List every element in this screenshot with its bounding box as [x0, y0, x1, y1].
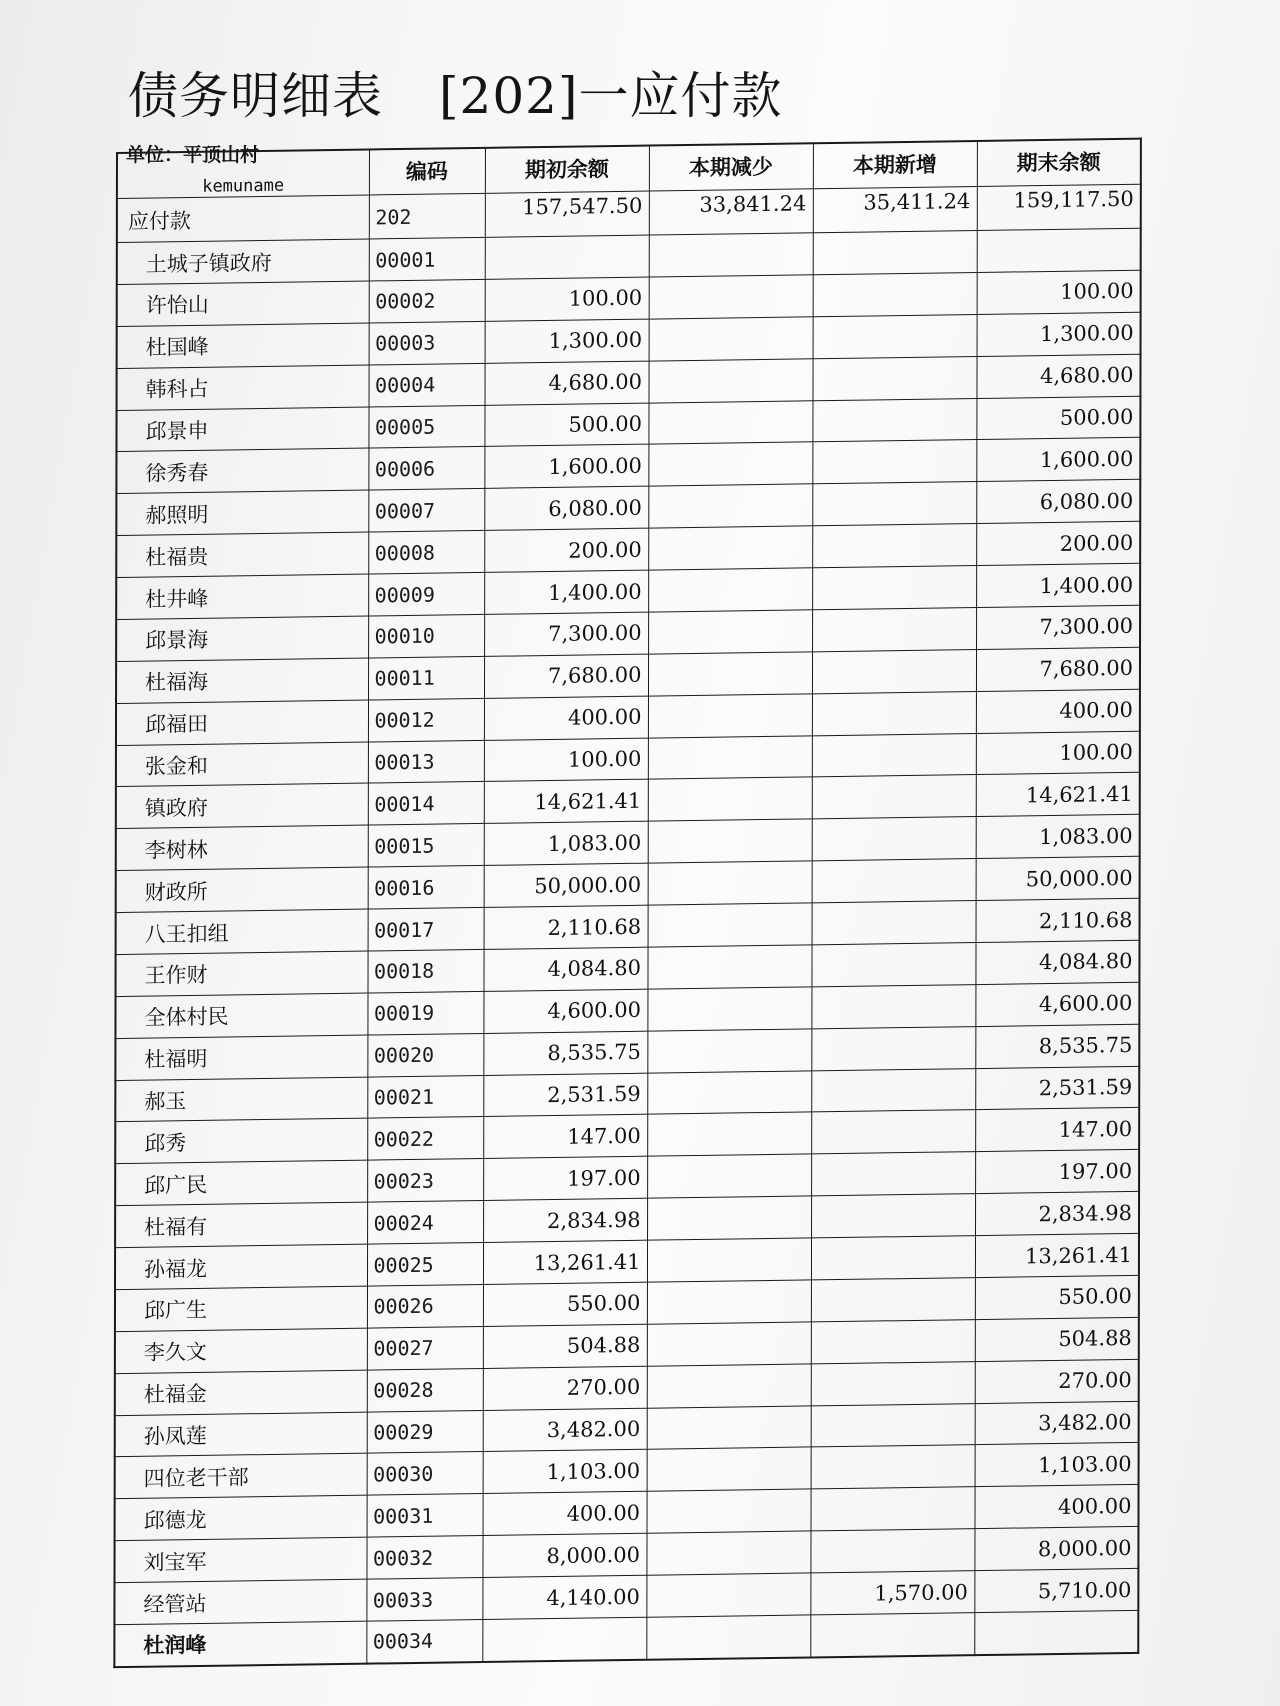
summary-decrease: 33,841.24: [649, 189, 813, 235]
row-opening: 500.00: [484, 403, 648, 447]
row-code: 00026: [367, 1284, 483, 1327]
row-opening: 1,600.00: [484, 445, 648, 489]
row-code: 00021: [367, 1075, 483, 1118]
row-increase: [812, 859, 976, 903]
row-increase: [810, 1613, 974, 1658]
row-increase: [811, 943, 975, 987]
header-kemuname: kemuname: [117, 149, 369, 198]
row-decrease: [649, 317, 813, 361]
row-code: 00033: [366, 1578, 482, 1621]
row-name: 财政所: [116, 867, 368, 912]
row-name: 杜福贵: [116, 532, 368, 577]
row-closing: 2,834.98: [975, 1192, 1139, 1236]
row-closing: 7,300.00: [976, 605, 1140, 649]
row-opening: 504.88: [483, 1324, 647, 1368]
row-increase: 1,570.00: [810, 1571, 974, 1615]
row-code: 00007: [368, 489, 484, 532]
row-opening: 197.00: [483, 1157, 647, 1201]
row-increase: [812, 649, 976, 693]
header-opening: 期初余额: [485, 146, 649, 194]
row-name: 张金和: [116, 742, 368, 787]
row-code: 00024: [367, 1201, 483, 1244]
row-opening: [485, 235, 649, 279]
row-increase: [811, 1152, 975, 1196]
row-decrease: [648, 526, 812, 570]
row-name: 孙凤莲: [115, 1412, 367, 1457]
row-increase: [812, 901, 976, 945]
row-decrease: [648, 735, 812, 779]
row-opening: 2,834.98: [483, 1198, 647, 1242]
row-opening: 8,000.00: [482, 1533, 646, 1577]
row-opening: 3,482.00: [483, 1408, 647, 1452]
row-increase: [811, 1194, 975, 1238]
row-name: 杜润峰: [114, 1621, 366, 1667]
row-code: 00014: [368, 782, 484, 825]
row-opening: 100.00: [485, 277, 649, 321]
row-increase: [811, 1403, 975, 1447]
row-name: 八王扣组: [116, 909, 368, 954]
unit-label: 单位：平顶山村: [126, 144, 260, 166]
row-code: 00002: [369, 279, 485, 322]
row-opening: 1,400.00: [484, 570, 648, 614]
row-code: 00008: [368, 531, 484, 574]
page-title: [128, 56, 782, 128]
row-decrease: [647, 1154, 811, 1198]
row-decrease: [646, 1615, 810, 1660]
row-decrease: [647, 1406, 811, 1450]
row-code: 00031: [367, 1494, 483, 1537]
row-name: 孙福龙: [115, 1244, 367, 1289]
row-name: 镇政府: [116, 783, 368, 828]
row-closing: 270.00: [975, 1359, 1139, 1403]
row-increase: [812, 482, 976, 526]
row-closing: 1,300.00: [977, 312, 1141, 356]
summary-code: 202: [369, 193, 485, 239]
row-opening: 1,300.00: [485, 319, 649, 363]
row-code: 00011: [368, 656, 484, 699]
row-increase: [811, 1361, 975, 1405]
row-increase: [811, 1487, 975, 1531]
row-closing: 1,103.00: [975, 1443, 1139, 1487]
row-name: 邱广生: [115, 1286, 367, 1331]
row-increase: [811, 984, 975, 1028]
row-closing: 1,600.00: [976, 438, 1140, 482]
row-code: 00032: [366, 1536, 482, 1579]
row-name: 徐秀春: [116, 448, 368, 493]
row-code: 00016: [368, 866, 484, 909]
row-name: 韩科占: [117, 365, 369, 410]
row-code: 00018: [368, 949, 484, 992]
row-decrease: [648, 358, 812, 402]
row-increase: [811, 1278, 975, 1322]
row-opening: 14,621.41: [484, 780, 648, 824]
title-sub: [202]一应付款: [439, 67, 783, 125]
row-closing: 400.00: [974, 1485, 1138, 1529]
row-code: 00013: [368, 740, 484, 783]
row-closing: 200.00: [976, 521, 1140, 565]
row-name: 邱景申: [116, 407, 368, 452]
row-decrease: [648, 610, 812, 654]
row-increase: [813, 231, 977, 275]
row-opening: 7,680.00: [484, 654, 648, 698]
row-closing: 5,710.00: [974, 1568, 1138, 1612]
row-increase: [812, 356, 976, 400]
row-code: 00030: [367, 1452, 483, 1495]
row-increase: [812, 691, 976, 735]
row-decrease: [648, 819, 812, 863]
row-increase: [812, 398, 976, 442]
row-decrease: [648, 442, 812, 486]
row-decrease: [647, 1238, 811, 1282]
row-closing: 100.00: [977, 270, 1141, 314]
row-decrease: [648, 777, 812, 821]
row-increase: [810, 1529, 974, 1573]
row-closing: [974, 1610, 1138, 1655]
row-decrease: [647, 1029, 811, 1073]
row-decrease: [646, 1573, 810, 1617]
row-decrease: [648, 903, 812, 947]
row-name: 邱秀: [115, 1119, 367, 1164]
row-closing: 1,400.00: [976, 563, 1140, 607]
row-name: 郝玉: [115, 1077, 367, 1122]
row-closing: 100.00: [976, 731, 1140, 775]
row-closing: 14,621.41: [976, 773, 1140, 817]
row-closing: 50,000.00: [976, 856, 1140, 900]
row-decrease: [648, 400, 812, 444]
row-code: 00004: [369, 363, 485, 406]
row-decrease: [647, 1112, 811, 1156]
title-main: 债务明细表: [128, 67, 383, 125]
row-name: 邱景海: [116, 616, 368, 661]
row-closing: 500.00: [976, 396, 1140, 440]
row-name: 王作财: [116, 951, 368, 996]
row-increase: [813, 272, 977, 316]
row-name: 全体村民: [115, 993, 367, 1038]
row-decrease: [649, 233, 813, 277]
row-closing: 3,482.00: [975, 1401, 1139, 1445]
row-code: 00005: [368, 405, 484, 448]
row-opening: 270.00: [483, 1366, 647, 1410]
row-decrease: [649, 275, 813, 319]
row-decrease: [648, 861, 812, 905]
row-opening: 4,084.80: [483, 947, 647, 991]
row-name: 四位老干部: [115, 1454, 367, 1499]
header-closing: 期末余额: [977, 139, 1141, 187]
row-closing: 147.00: [975, 1108, 1139, 1152]
row-opening: 4,600.00: [483, 989, 647, 1033]
row-increase: [811, 1110, 975, 1154]
row-code: 00025: [367, 1243, 483, 1286]
row-increase: [812, 775, 976, 819]
row-increase: [813, 314, 977, 358]
row-decrease: [647, 1447, 811, 1491]
row-opening: 100.00: [484, 738, 648, 782]
row-decrease: [648, 694, 812, 738]
row-decrease: [646, 1531, 810, 1575]
row-closing: 550.00: [975, 1275, 1139, 1319]
row-closing: 2,531.59: [975, 1066, 1139, 1110]
row-decrease: [647, 1070, 811, 1114]
row-code: 00028: [367, 1368, 483, 1411]
row-name: 李树林: [116, 825, 368, 870]
row-closing: 7,680.00: [976, 647, 1140, 691]
row-code: 00022: [367, 1117, 483, 1160]
row-closing: 2,110.68: [976, 898, 1140, 942]
row-name: 杜福有: [115, 1202, 367, 1247]
row-opening: 550.00: [483, 1282, 647, 1326]
row-name: 邱广民: [115, 1160, 367, 1205]
row-name: 邱福田: [116, 700, 368, 745]
row-increase: [811, 1068, 975, 1112]
row-code: 00010: [368, 614, 484, 657]
row-name: 土城子镇政府: [117, 239, 369, 284]
row-name: 经管站: [114, 1579, 366, 1624]
row-increase: [811, 1026, 975, 1070]
row-closing: 4,680.00: [976, 354, 1140, 398]
header-increase: 本期新增: [813, 141, 977, 189]
row-opening: 6,080.00: [484, 486, 648, 530]
row-closing: 1,083.00: [976, 815, 1140, 859]
row-decrease: [647, 1322, 811, 1366]
row-increase: [812, 566, 976, 610]
row-name: 邱德龙: [115, 1495, 367, 1540]
row-increase: [812, 524, 976, 568]
header-code: 编码: [369, 148, 485, 195]
row-closing: 400.00: [976, 689, 1140, 733]
row-code: 00027: [367, 1326, 483, 1369]
row-code: 00015: [368, 824, 484, 867]
row-name: 杜国峰: [117, 323, 369, 368]
debt-ledger-table: [113, 138, 1142, 1669]
row-name: 刘宝军: [115, 1537, 367, 1582]
row-code: 00017: [368, 908, 484, 951]
row-decrease: [648, 652, 812, 696]
row-code: 00020: [367, 1033, 483, 1076]
row-name: 杜福明: [115, 1035, 367, 1080]
row-name: 李久文: [115, 1328, 367, 1373]
row-opening: 400.00: [483, 1492, 647, 1536]
row-opening: 4,680.00: [485, 361, 649, 405]
row-closing: 13,261.41: [975, 1233, 1139, 1277]
row-name: 杜福金: [115, 1370, 367, 1415]
row-opening: 7,300.00: [484, 612, 648, 656]
row-closing: [977, 228, 1141, 272]
row-opening: 1,103.00: [483, 1450, 647, 1494]
header-decrease: 本期减少: [649, 143, 813, 191]
row-opening: 2,531.59: [483, 1073, 647, 1117]
row-closing: 197.00: [975, 1150, 1139, 1194]
row-name: 杜福海: [116, 658, 368, 703]
row-opening: 50,000.00: [484, 863, 648, 907]
row-opening: 400.00: [484, 696, 648, 740]
row-increase: [812, 440, 976, 484]
summary-closing: 159,117.50: [977, 184, 1141, 230]
row-opening: 200.00: [484, 528, 648, 572]
row-code: 00023: [367, 1159, 483, 1202]
row-name: 许怡山: [117, 281, 369, 326]
row-decrease: [647, 1489, 811, 1533]
row-decrease: [647, 945, 811, 989]
row-decrease: [647, 987, 811, 1031]
row-closing: 4,600.00: [975, 982, 1139, 1026]
row-opening: 8,535.75: [483, 1031, 647, 1075]
row-code: 00019: [367, 991, 483, 1034]
row-increase: [812, 817, 976, 861]
row-increase: [811, 1319, 975, 1363]
summary-increase: 35,411.24: [813, 186, 977, 232]
row-code: 00009: [368, 572, 484, 615]
row-closing: 4,084.80: [975, 940, 1139, 984]
row-code: 00001: [369, 237, 485, 280]
row-closing: 6,080.00: [976, 480, 1140, 524]
row-decrease: [647, 1364, 811, 1408]
row-increase: [811, 1236, 975, 1280]
row-code: 00003: [369, 321, 485, 364]
summary-opening: 157,547.50: [485, 191, 649, 237]
row-opening: 1,083.00: [484, 821, 648, 865]
row-closing: 8,535.75: [975, 1024, 1139, 1068]
row-opening: 13,261.41: [483, 1240, 647, 1284]
row-increase: [812, 607, 976, 651]
row-opening: [482, 1617, 646, 1662]
row-code: 00006: [368, 447, 484, 490]
row-decrease: [647, 1280, 811, 1324]
row-code: 00012: [368, 698, 484, 741]
row-code: 00029: [367, 1410, 483, 1453]
row-increase: [811, 1445, 975, 1489]
row-decrease: [648, 484, 812, 528]
row-decrease: [648, 568, 812, 612]
row-opening: 2,110.68: [484, 905, 648, 949]
row-closing: 504.88: [975, 1317, 1139, 1361]
row-opening: 4,140.00: [482, 1575, 646, 1619]
row-name: 杜井峰: [116, 574, 368, 619]
row-increase: [812, 733, 976, 777]
summary-name: 应付款: [117, 195, 369, 243]
row-decrease: [647, 1196, 811, 1240]
row-closing: 8,000.00: [974, 1527, 1138, 1571]
row-name: 郝照明: [116, 490, 368, 535]
row-opening: 147.00: [483, 1115, 647, 1159]
row-code: 00034: [366, 1619, 482, 1663]
